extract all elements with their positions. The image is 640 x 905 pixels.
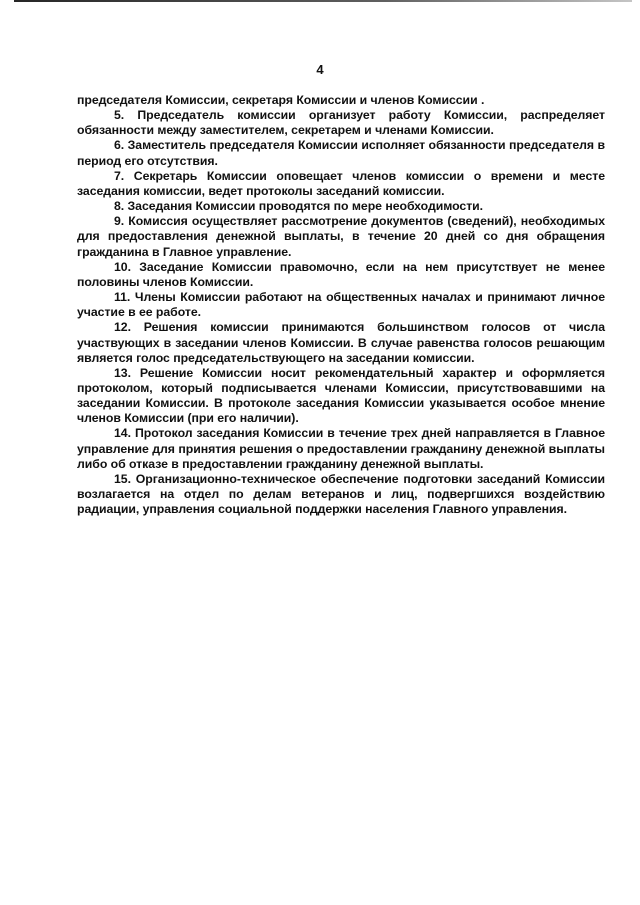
document-body xyxy=(77,93,605,517)
paragraph-10: 10. Заседание Комиссии правомочно, если на нем присутствует не менее половины членов Комиссии. xyxy=(77,259,605,289)
paragraph-12: 12. Решения комиссии принимаются большинством голосов от числа участвующих в заседании членов Комиссии. В случае равенства голосов решающим является голос председательствующего на заседании комиссии. xyxy=(77,320,605,365)
scan-edge-line xyxy=(14,0,632,2)
paragraph-4-continuation: председателя Комиссии, секретаря Комиссии и членов Комиссии . xyxy=(77,93,485,107)
paragraph-9: 9. Комиссия осуществляет рассмотрение документов (сведений), необходимых для предоставления денежной выплаты, в течение 20 дней со дня обращения гражданина в Главное управление. xyxy=(77,214,605,259)
paragraph-14: 14. Протокол заседания Комиссии в течение трех дней направляется в Главное управление для принятия решения о предоставлении гражданину денежной выплаты либо об отказе в предоставлении гражданину денежной выплаты. xyxy=(77,426,605,471)
paragraph-7: 7. Секретарь Комиссии оповещает членов комиссии о времени и месте заседания комиссии, ведет протоколы заседаний комиссии. xyxy=(77,168,605,198)
paragraph-11: 11. Члены Комиссии работают на общественных началах и принимают личное участие в ее работе. xyxy=(77,290,605,320)
paragraph-5: 5. Председатель комиссии организует работу Комиссии, распределяет обязанности между заместителем, секретарем и членами Комиссии. xyxy=(77,108,605,138)
paragraph-15: 15. Организационно-техническое обеспечение подготовки заседаний Комиссии возлагается на отдел по делам ветеранов и лиц, подвергшихся воздействию радиации, управления социальной поддержки населения Главного управления. xyxy=(77,471,605,517)
paragraph-6: 6. Заместитель председателя Комиссии исполняет обязанности председателя в период его отсутствия. xyxy=(77,138,605,168)
paragraph-13: 13. Решение Комиссии носит рекомендательный характер и оформляется протоколом, который подписывается членами Комиссии, присутствовавшими на заседании Комиссии. В протоколе заседания Комиссии указывается особое мнение членов Комиссии (при его наличии). xyxy=(77,365,605,426)
paragraph-8: 8. Заседания Комиссии проводятся по мере необходимости. xyxy=(114,199,484,214)
page-number: 4 xyxy=(316,62,324,77)
